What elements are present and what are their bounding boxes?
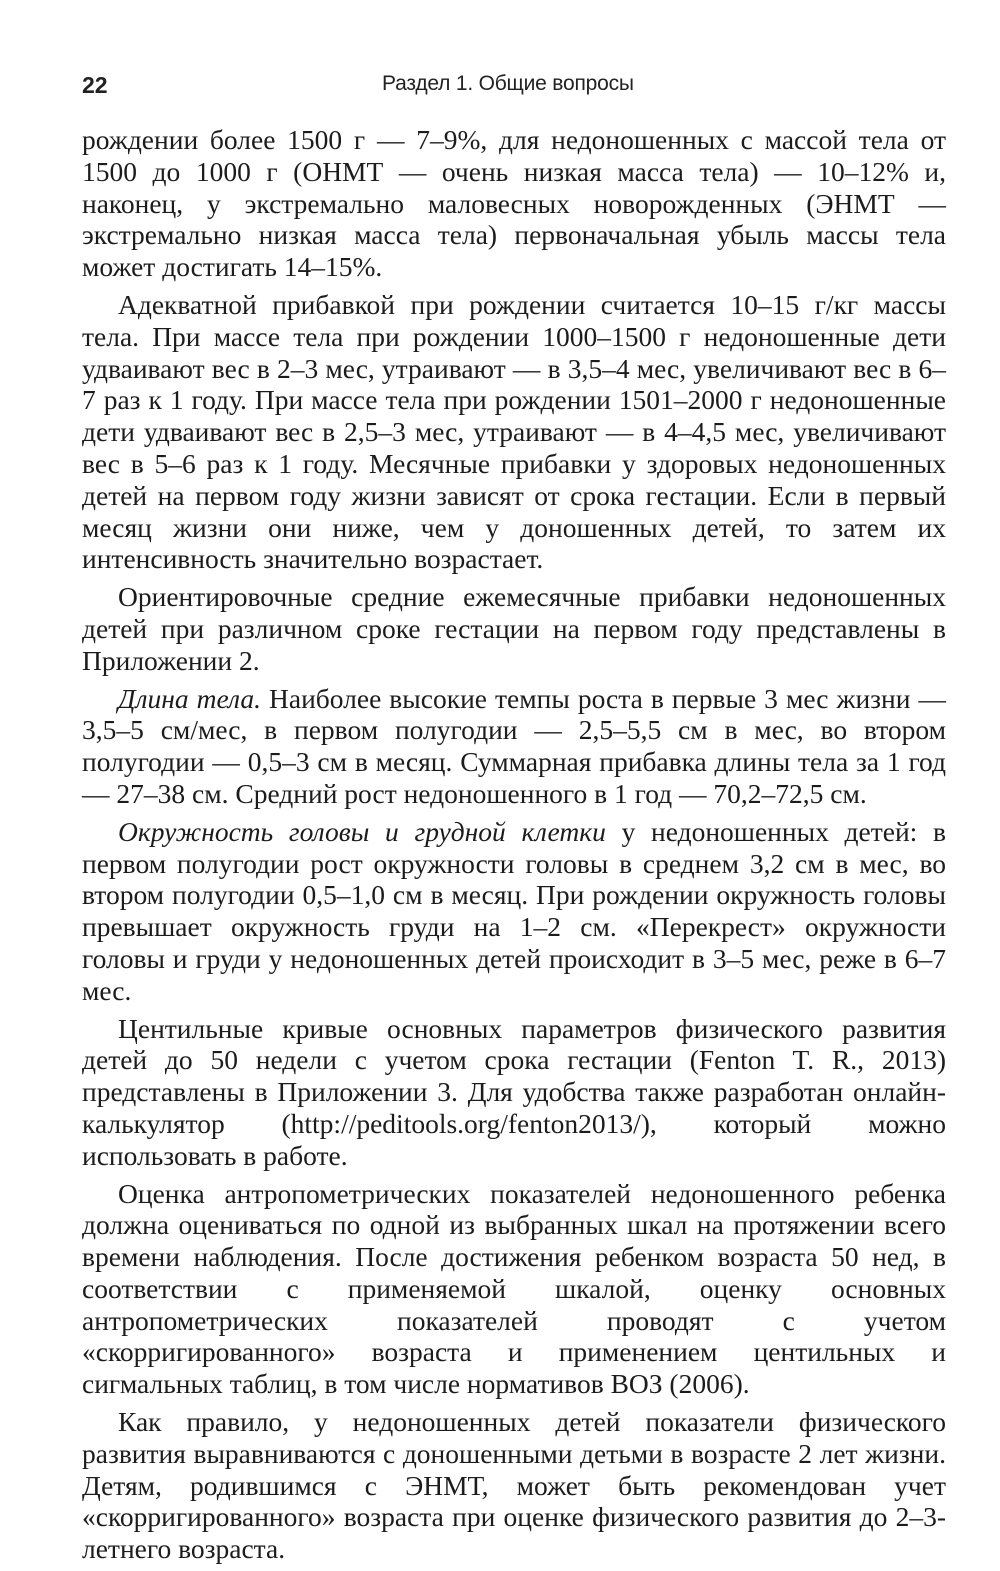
paragraph-text: Центильные кривые основных параметров физического развития детей до 50 недели с учетом срока гестации (Fenton T. R., 2013) представлены в Приложении 3. Для удобства также разработан онлайн-калькулятор (http://peditools.org/fenton2013/), который можно использовать в работе. [82,1012,946,1171]
paragraph-text: у недоношенных детей: в первом полугодии рост окружности головы в среднем 3,2 см в мес, во втором полугодии 0,5–1,0 см в месяц. При рождении окружность головы превышает окружность груди на 1–2 см. «Перекрест» окружности головы и груди у недоношенных детей происходит в 3–5 мес, реже в 6–7 мес. [82,815,946,1006]
page-header [82,72,942,106]
paragraph [82,289,946,575]
paragraph-text: Адекватной прибавкой при рождении считается 10–15 г/кг массы тела. При массе тела при рождении 1000–1500 г недоношенные дети удваивают вес в 2–3 мес, утраивают — в 3,5–4 мес, увеличивают вес в 6–7 раз к 1 году. При массе тела при рождении 1501–2000 г недоношенные дети удваивают вес в 2,5–3 мес, утраивают — в 4–4,5 мес, увеличивают вес в 5–6 раз к 1 году. Месячные прибавки у здоровых недоношенных детей на первом году жизни зависят от срока гестации. Если в первый месяц жизни они ниже, чем у доношенных детей, то затем их интенсивность значительно возрастает. [82,288,946,575]
paragraph [82,124,946,283]
paragraph-text: Как правило, у недоношенных детей показатели физического развития выравниваются с доношенными детьми в возрасте 2 лет жизни. Детям, родившимся с ЭНМТ, может быть рекомендован учет «скорригированного» возраста при оценке физического развития до 2–3-летнего возраста. [82,1406,946,1565]
paragraph [82,1013,946,1172]
paragraph [82,1178,946,1401]
paragraph [82,683,946,810]
paragraph-lead: Окружность головы и грудной клетки [118,815,606,847]
paragraph-text: Наиболее высокие темпы роста в первые 3 мес жизни — 3,5–5 см/мес, в первом полугодии — 2,5–5,5 см в мес, во втором полугодии — 0,5–3 см в месяц. Суммарная прибавка длины тела за 1 год — 27–38 см. Средний рост недоношенного в 1 год — 70,2–72,5 см. [82,682,946,809]
paragraph [82,1406,946,1565]
body-text [82,124,946,1571]
paragraph-text: Ориентировочные средние ежемесячные прибавки недоношенных детей при различном сроке гестации на первом году представлены в Приложении 2. [82,581,946,676]
running-head: Раздел 1. Общие вопросы [382,72,634,95]
paragraph [82,816,946,1007]
paragraph-text: рождении более 1500 г — 7–9%, для недоношенных с массой тела от 1500 до 1000 г (ОНМТ — очень низкая масса тела) — 10–12% и, наконец, у экстремально маловесных новорожденных (ЭНМТ — экстремально низкая масса тела) первоначальная убыль массы тела может достигать 14–15%. [82,124,946,283]
paragraph-lead: Длина тела. [118,682,261,714]
paragraph-text: Оценка антропометрических показателей недоношенного ребенка должна оцениваться по одной из выбранных шкал на протяжении всего времени наблюдения. После достижения ребенком возраста 50 нед, в соответствии с применяемой шкалой, оценку основных антропометрических показателей проводят с учетом «скорригированного» возраста и применением центильных и сигмальных таблиц, в том числе нормативов ВОЗ (2006). [82,1177,946,1400]
paragraph [82,581,946,676]
page-number: 22 [82,72,108,98]
